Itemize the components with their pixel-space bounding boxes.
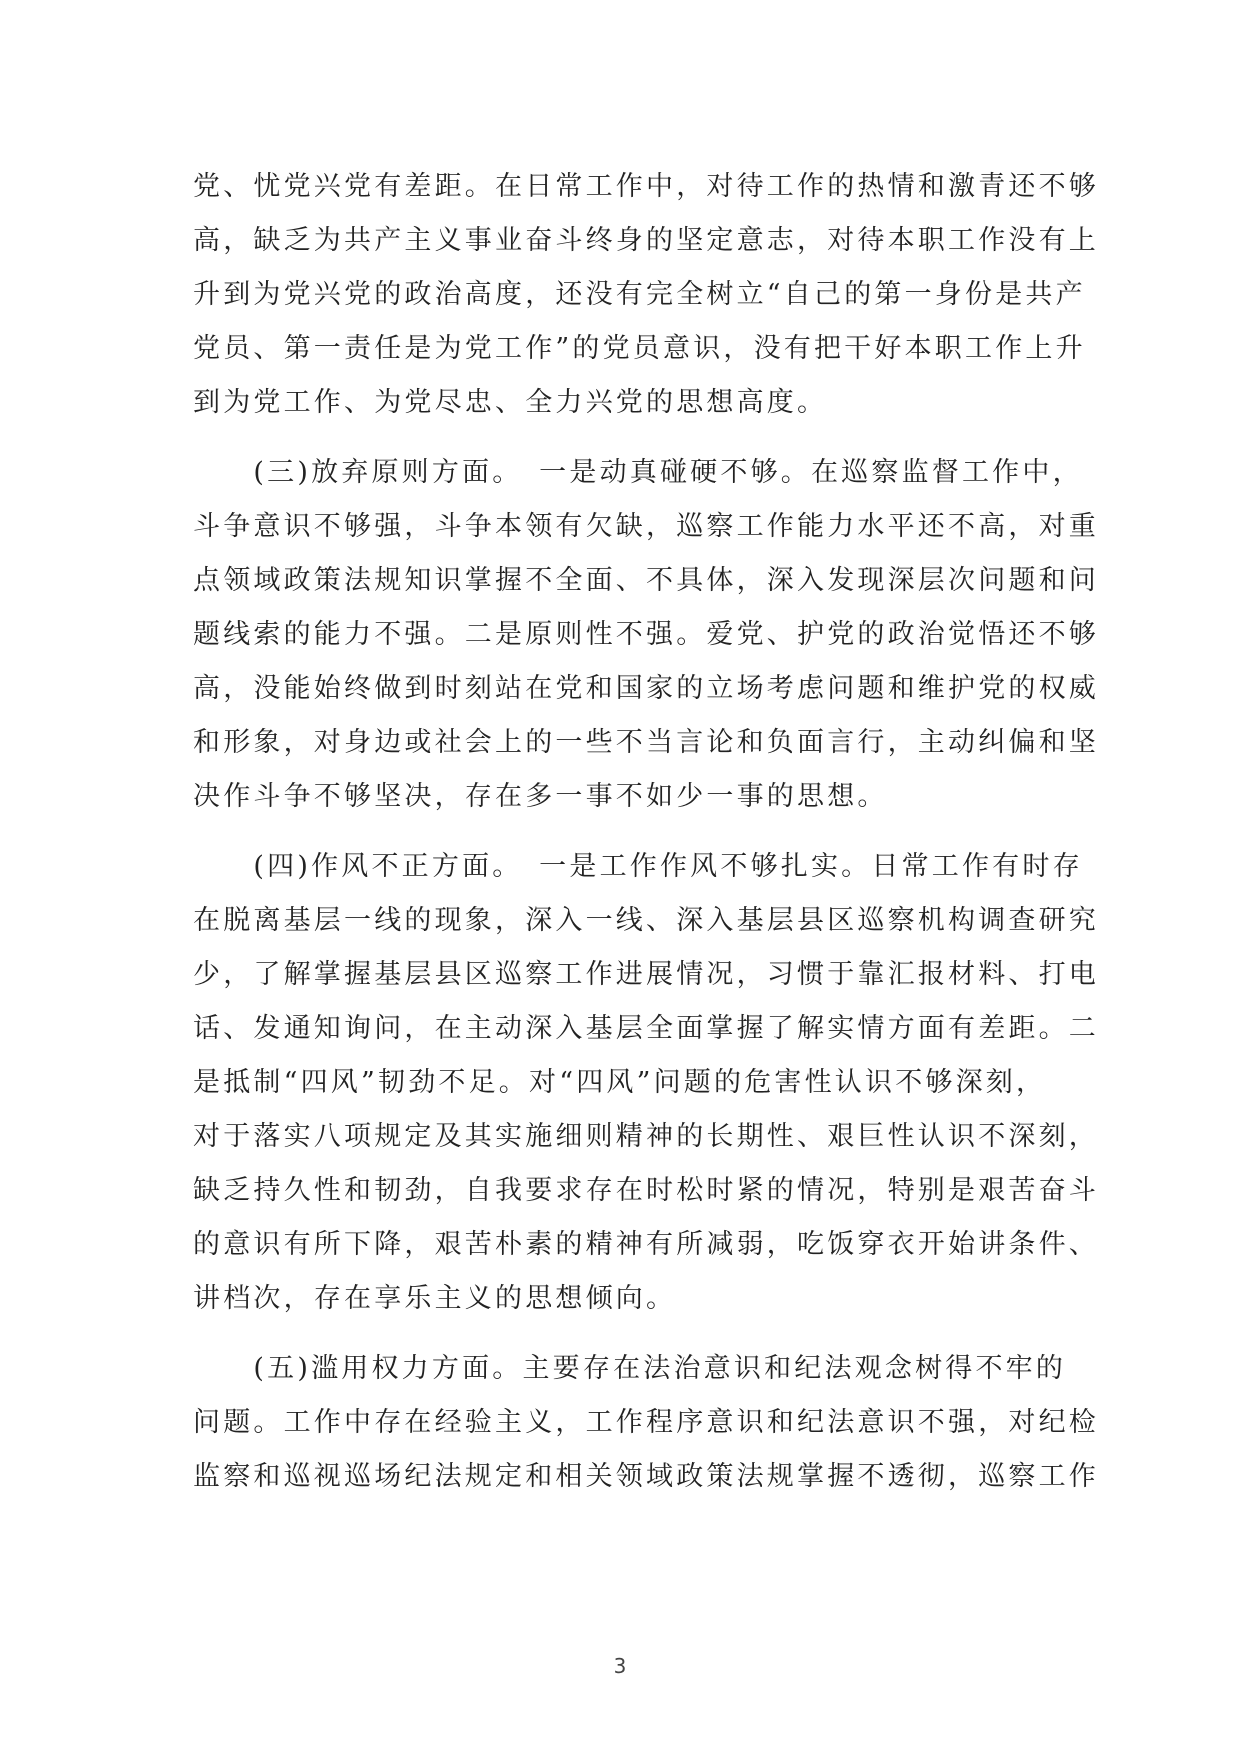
text-line: 党员、第一责任是为党工作”的党员意识，没有把干好本职工作上升: [193, 333, 1086, 364]
text-line: 少，了解掌握基层县区巡察工作进展情况，习惯于靠汇报材料、打电: [193, 959, 1099, 990]
text-line: 决作斗争不够坚决，存在多一事不如少一事的思想。: [193, 781, 888, 812]
text-line: 到为党工作、为党尽忠、全力兴党的思想高度。: [193, 387, 828, 418]
text-line: 和形象，对身边或社会上的一些不当言论和负面言行，主动纠偏和坚: [193, 727, 1099, 758]
text-line: (三)放弃原则方面。 一是动真碰硬不够。在巡察监督工作中，: [193, 457, 1083, 488]
text-line: 升到为党兴党的政治高度，还没有完全树立“自己的第一身份是共产: [193, 279, 1086, 310]
text-line: 高，缺乏为共产主义事业奋斗终身的坚定意志，对待本职工作没有上: [193, 225, 1099, 256]
paragraph-4: [193, 1342, 1099, 1504]
text-line: 是抵制“四风”韧劲不足。对“四风”问题的危害性认识不够深刻，: [193, 1067, 1047, 1098]
text-line: 讲档次，存在享乐主义的思想倾向。: [193, 1283, 677, 1314]
page-number: 3: [613, 1654, 627, 1678]
text-line: 缺乏持久性和韧劲，自我要求存在时松时紧的情况，特别是艰苦奋斗: [193, 1175, 1099, 1206]
paragraph-1: [193, 160, 1099, 430]
paragraph-2: [193, 446, 1099, 824]
text-line: 的意识有所下降，艰苦朴素的精神有所减弱，吃饭穿衣开始讲条件、: [193, 1229, 1099, 1260]
text-line: 在脱离基层一线的现象，深入一线、深入基层县区巡察机构调查研究: [193, 905, 1099, 936]
text-line: 问题。工作中存在经验主义，工作程序意识和纪法意识不强，对纪检: [193, 1407, 1099, 1438]
text-line: 党、忧党兴党有差距。在日常工作中，对待工作的热情和激青还不够: [193, 171, 1099, 202]
text-line: 题线索的能力不强。二是原则性不强。爱党、护党的政治觉悟还不够: [193, 619, 1099, 650]
text-line: 点领域政策法规知识掌握不全面、不具体，深入发现深层次问题和问: [193, 565, 1099, 596]
text-line: (四)作风不正方面。 一是工作作风不够扎实。日常工作有时存: [193, 851, 1083, 882]
paragraph-3: [193, 840, 1099, 1326]
text-line: 高，没能始终做到时刻站在党和国家的立场考虑问题和维护党的权威: [193, 673, 1099, 704]
text-line: 监察和巡视巡场纪法规定和相关领域政策法规掌握不透彻，巡察工作: [193, 1461, 1099, 1492]
text-line: 对于落实八项规定及其实施细则精神的长期性、艰巨性认识不深刻，: [193, 1121, 1099, 1152]
text-line: 话、发通知询问，在主动深入基层全面掌握了解实情方面有差距。二: [193, 1013, 1099, 1044]
document-body: [193, 160, 1099, 1504]
text-line: 斗争意识不够强，斗争本领有欠缺，巡察工作能力水平还不高，对重: [193, 511, 1099, 542]
text-line: (五)滥用权力方面。主要存在法治意识和纪法观念树得不牢的: [193, 1353, 1067, 1384]
